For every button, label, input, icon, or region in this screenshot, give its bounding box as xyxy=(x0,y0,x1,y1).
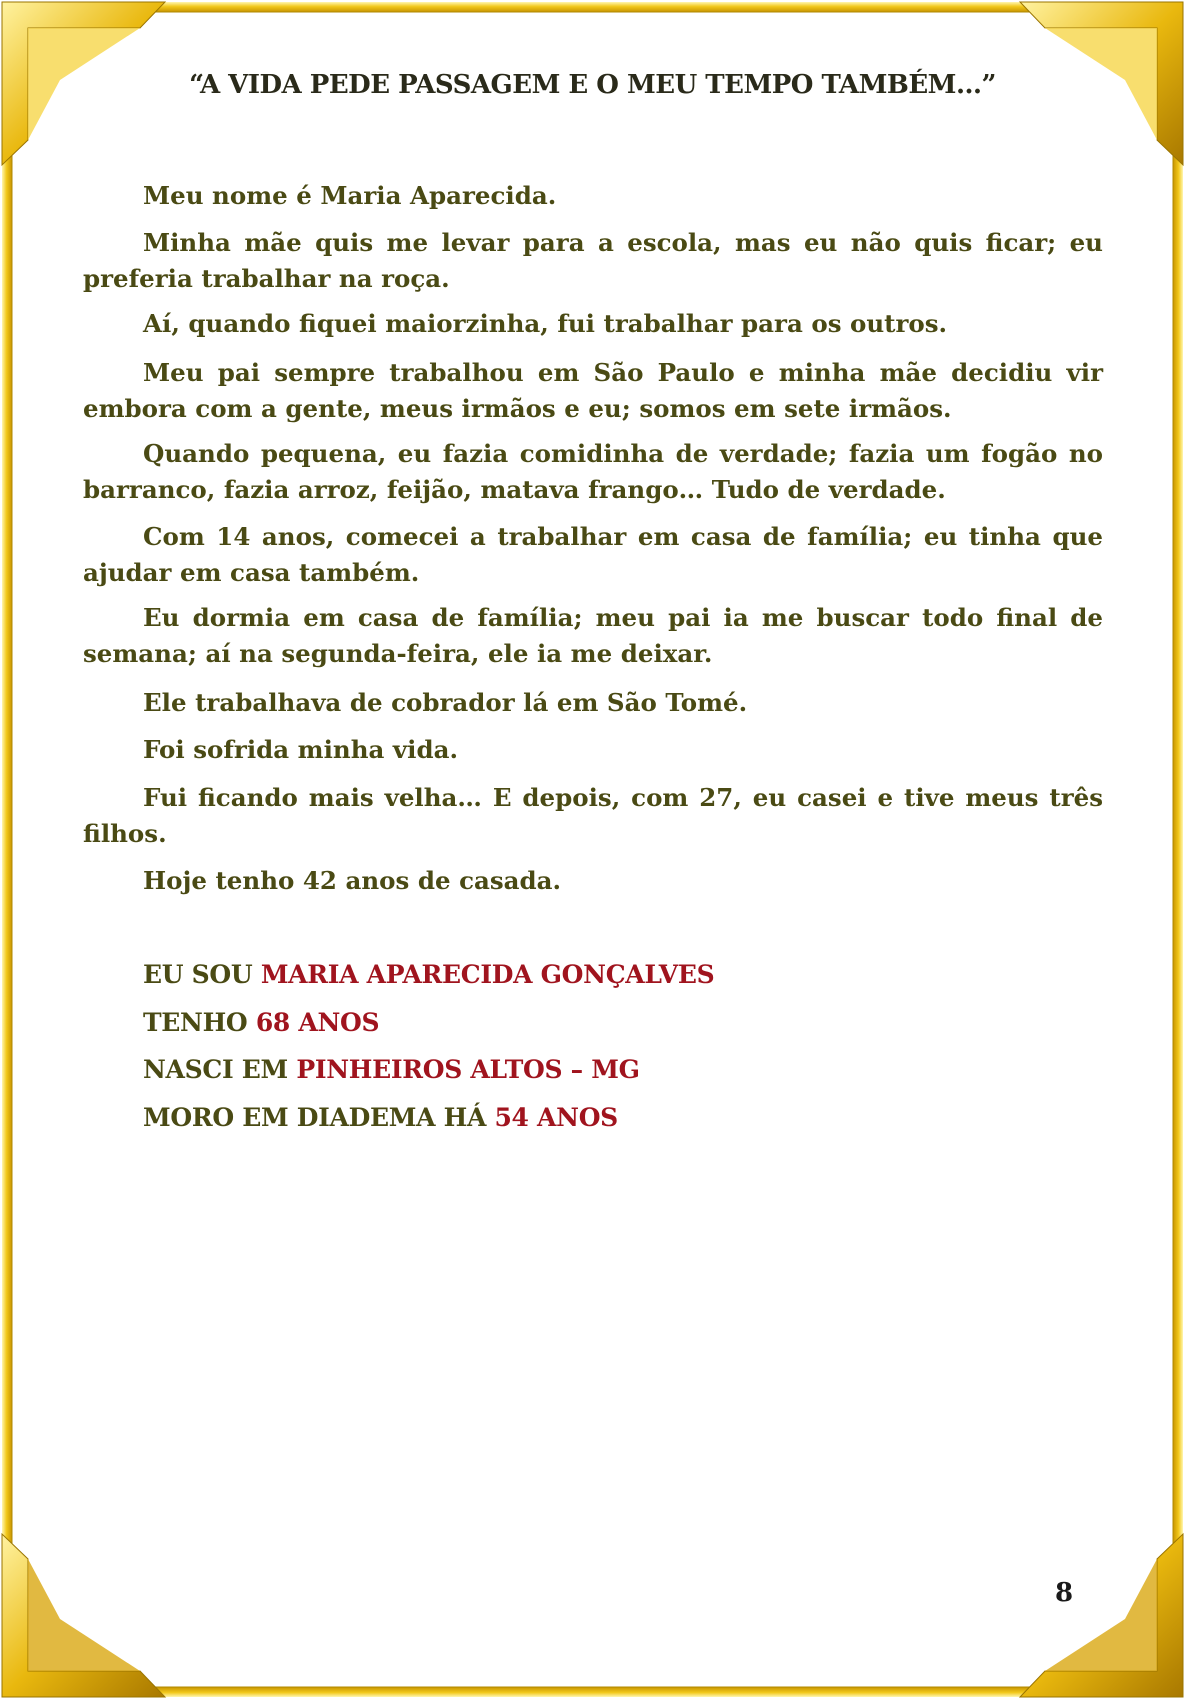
paragraph: Foi sofrida minha vida. xyxy=(143,735,458,764)
info-label: NASCI EM xyxy=(143,1055,297,1084)
info-label: MORO EM DIADEMA HÁ xyxy=(143,1103,495,1132)
info-line-age xyxy=(143,1005,379,1041)
paragraph: Meu pai sempre trabalhou em São Paulo e minha mãe decidiu vir embora com a gente, meus irmãos e eu; somos em sete irmãos. xyxy=(83,358,1103,423)
paragraph: Ele trabalhava de cobrador lá em São Tomé. xyxy=(143,688,748,717)
info-line-birthplace xyxy=(143,1052,640,1088)
paragraph: Quando pequena, eu fazia comidinha de verdade; fazia um fogão no barranco, fazia arroz, feijão, matava frango… Tudo de verdade. xyxy=(83,439,1103,504)
paragraph: Eu dormia em casa de família; meu pai ia me buscar todo final de semana; aí na segunda-feira, ele ia me deixar. xyxy=(83,603,1103,668)
info-value: 54 ANOS xyxy=(494,1103,618,1132)
info-value: PINHEIROS ALTOS – MG xyxy=(296,1055,640,1084)
info-label: TENHO xyxy=(143,1008,256,1037)
paragraph: Minha mãe quis me levar para a escola, mas eu não quis ficar; eu preferia trabalhar na roça. xyxy=(83,228,1103,293)
paragraph: Meu nome é Maria Aparecida. xyxy=(143,181,557,210)
info-line-name xyxy=(143,957,714,993)
info-value: MARIA APARECIDA GONÇALVES xyxy=(260,960,715,989)
info-line-residence xyxy=(143,1100,618,1136)
paragraph: Fui ficando mais velha… E depois, com 27, eu casei e tive meus três filhos. xyxy=(83,783,1103,848)
page-number: 8 xyxy=(1055,1578,1074,1608)
page-title: “A VIDA PEDE PASSAGEM E O MEU TEMPO TAMBÉM…” xyxy=(189,70,996,100)
paragraph: Aí, quando fiquei maiorzinha, fui trabalhar para os outros. xyxy=(143,309,948,338)
paragraph: Hoje tenho 42 anos de casada. xyxy=(143,866,562,895)
info-label: EU SOU xyxy=(143,960,261,989)
paragraph: Com 14 anos, comecei a trabalhar em casa de família; eu tinha que ajudar em casa também. xyxy=(83,522,1103,587)
info-value: 68 ANOS xyxy=(255,1008,380,1037)
